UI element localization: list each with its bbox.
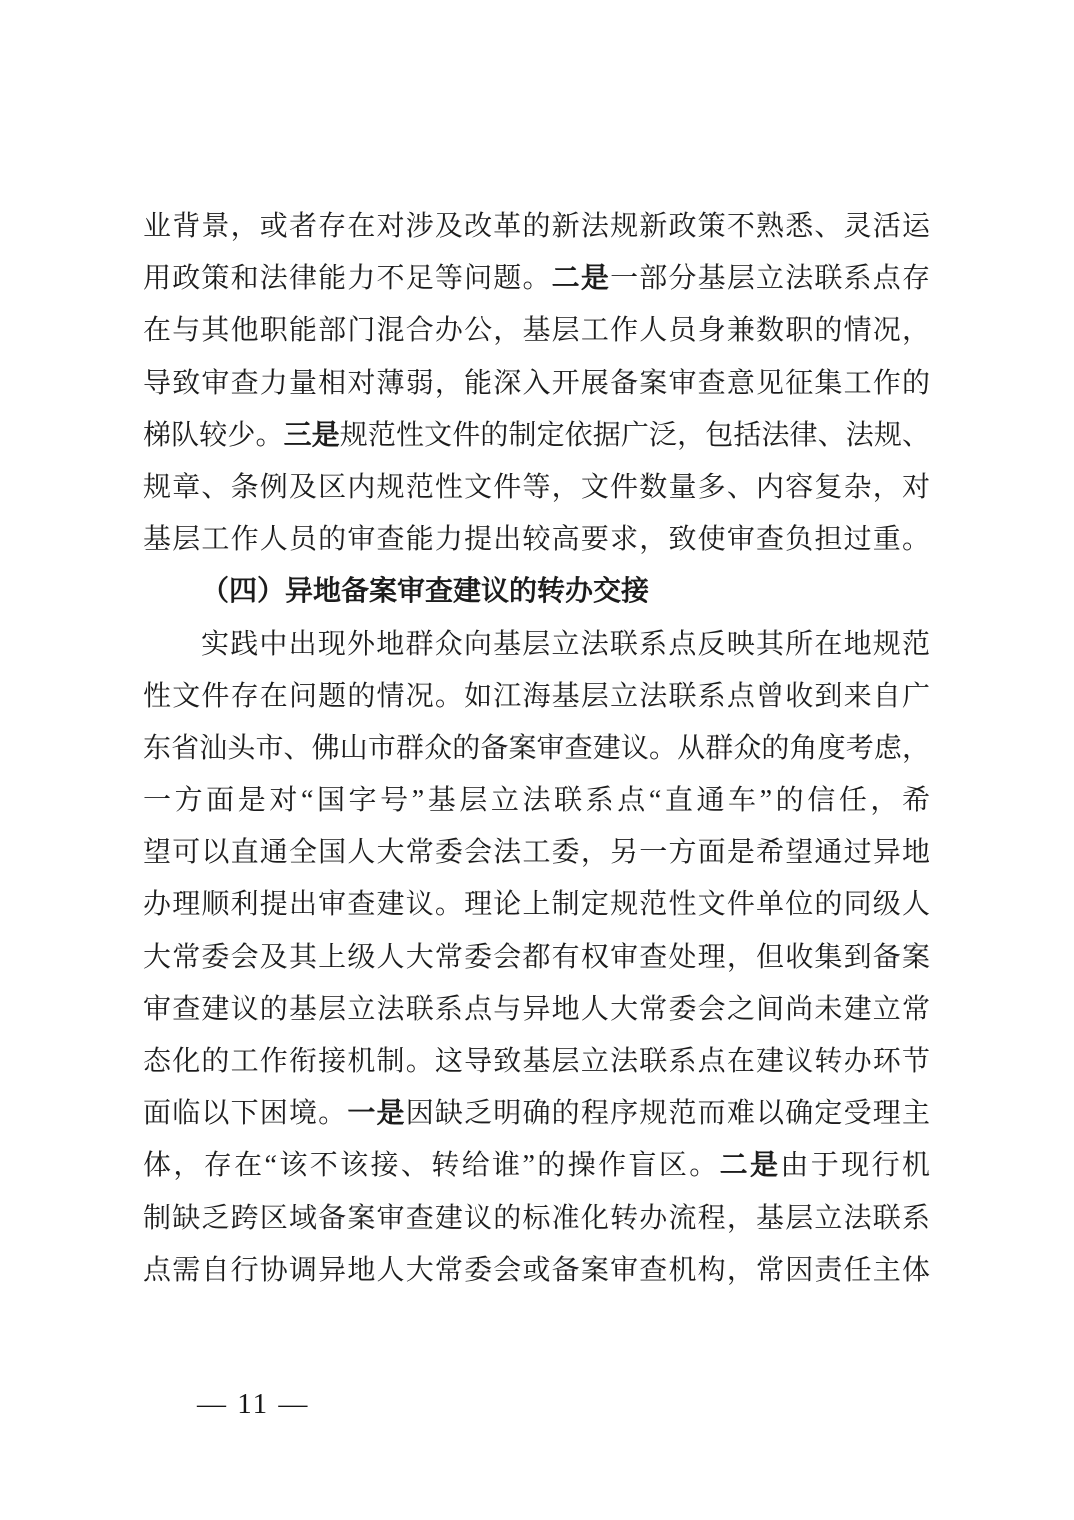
bold-run: 三是 (283, 419, 340, 451)
text-line (143, 201, 930, 253)
text-segment: 面临以下困境。 (143, 1098, 348, 1130)
text-block (143, 201, 930, 1297)
bold-run: （四）异地备案审查建议的转办交接 (201, 576, 650, 608)
text-line (143, 410, 930, 462)
text-line (143, 514, 930, 566)
text-segment: 导致审查力量相对薄弱，能深入开展备案审查意见征集工作的 (143, 367, 930, 399)
text-line (143, 462, 930, 514)
text-segment: 一方面是对“国字号”基层立法联系点“直通车”的信任，希 (143, 785, 930, 817)
text-segment: 业背景，或者存在对涉及改革的新法规新政策不熟悉、灵活运 (143, 211, 930, 242)
text-line (143, 723, 930, 775)
text-segment: 审查建议的基层立法联系点与异地人大常委会之间尚未建立常 (143, 993, 930, 1025)
text-segment: 望可以直通全国人大常委会法工委，另一方面是希望通过异地 (143, 837, 930, 869)
text-segment: 在与其他职能部门混合办公，基层工作人员身兼数职的情况， (143, 315, 930, 347)
text-segment: 性文件存在问题的情况。如江海基层立法联系点曾收到来自广 (143, 680, 930, 712)
text-line (143, 305, 930, 357)
text-segment: 一部分基层立法联系点存 (610, 263, 930, 295)
text-segment: 用政策和法律能力不足等问题。 (143, 263, 552, 295)
text-line (143, 1193, 930, 1245)
text-segment: 东省汕头市、佛山市群众的备案审查建议。从群众的角度考虑， (143, 732, 930, 764)
bold-run: 二是 (719, 1150, 781, 1182)
text-segment: 体，存在“该不该接、转给谁”的操作盲区。 (143, 1150, 720, 1182)
text-segment: 规章、条例及区内规范性文件等，文件数量多、内容复杂，对 (143, 471, 930, 503)
text-segment: 制缺乏跨区域备案审查建议的标准化转办流程，基层立法联系 (143, 1202, 930, 1234)
text-line (143, 671, 930, 723)
text-segment: 实践中出现外地群众向基层立法联系点反映其所在地规范 (201, 628, 930, 660)
text-segment: 大常委会及其上级人大常委会都有权审查处理，但收集到备案 (143, 941, 930, 973)
text-line (143, 827, 930, 879)
text-line (143, 253, 930, 305)
text-segment: 办理顺利提出审查建议。理论上制定规范性文件单位的同级人 (143, 889, 930, 921)
section-heading (143, 566, 930, 618)
text-line (143, 879, 930, 931)
text-segment: 点需自行协调异地人大常委会或备案审查机构，常因责任主体 (143, 1254, 930, 1286)
text-line (143, 619, 930, 671)
text-segment: 基层工作人员的审查能力提出较高要求，致使审查负担过重。 (143, 524, 930, 556)
page-number: — 11 — (197, 1388, 310, 1420)
text-line (143, 1245, 930, 1297)
bold-run: 二是 (551, 263, 611, 295)
text-line (143, 932, 930, 984)
text-line (143, 1036, 930, 1088)
text-line (143, 1140, 930, 1192)
bold-run: 一是 (347, 1098, 406, 1130)
text-line (143, 775, 930, 827)
text-segment: 规范性文件的制定依据广泛，包括法律、法规、 (339, 419, 930, 451)
text-segment: 态化的工作衔接机制。这导致基层立法联系点在建议转办环节 (143, 1046, 930, 1077)
text-segment: 梯队较少。 (143, 419, 284, 451)
text-segment: 因缺乏明确的程序规范而难以确定受理主 (405, 1098, 930, 1130)
text-line (143, 1088, 930, 1140)
text-line (143, 358, 930, 410)
text-line (143, 984, 930, 1036)
text-segment: 由于现行机 (780, 1150, 930, 1182)
